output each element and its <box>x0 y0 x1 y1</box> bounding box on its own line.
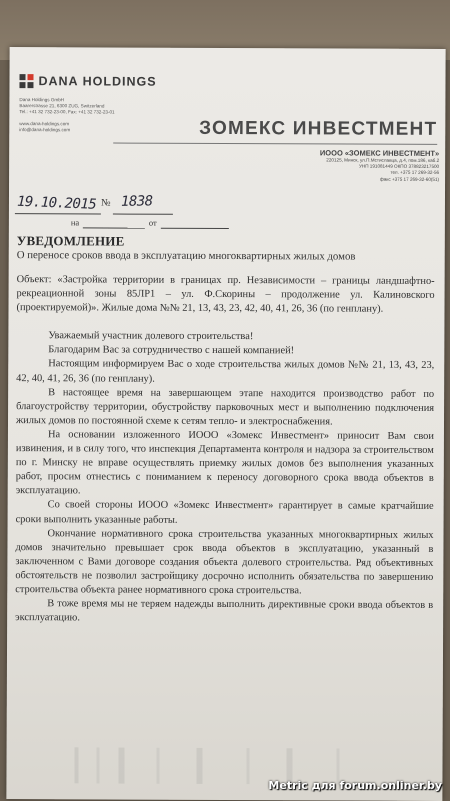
document-subject: О переносе сроков ввода в эксплуатацию многоквартирных жилых домов <box>16 249 356 263</box>
company-legal-name: ИООО «ЗОМЕКС ИНВЕСТМЕНТ» <box>319 148 440 158</box>
dana-address-line: info@dana-holdings.com <box>19 127 71 133</box>
company-address-line: тел. +375 17 269-32-56 <box>390 170 440 176</box>
reference-ot-label: от <box>148 217 157 228</box>
company-address-line: УНП 191081449 ОКПО 378823217500 <box>358 163 440 170</box>
number-label: № <box>100 197 111 209</box>
header-divider <box>113 143 437 145</box>
dana-address-line: www.dana-holdings.com <box>19 121 70 127</box>
zomex-brand-title: ЗОМЕКС ИНВЕСТМЕНТ <box>199 117 438 140</box>
handwritten-date: 19.10.2015 <box>16 193 97 213</box>
dana-address-line: Baarerstrasse 21, 6300 ZUG, Switzerland <box>19 103 105 109</box>
body-paragraph: В настоящее время на завершающем этапе находится производство работ по благоустройству территории, обустройству парковочных мест и выполнению подключения жилых домов по постоянной схеме к сетям тепло- и электроснабжения. <box>15 386 435 428</box>
dana-address-line: Tel.: +41 32 732-23-00, Fax: +41 32 732-23-01 <box>19 109 115 115</box>
reference-na-label: на <box>70 217 80 228</box>
body-paragraph: На основании изложенного ИООО «Зомекс Инвестмент» приносит Вам свои извинения, и в силу того, что инспекция Департамента контроля и надзора за строительством по г. Минску не вправе осуществлять приемку жилых домов без выполнения указанных работ, просим отнестись с пониманием к переносу договорного срока ввода объектов в эксплуатацию. <box>15 429 434 497</box>
registration-block <box>15 193 255 234</box>
body-paragraph: Настоящим информируем Вас о ходе строительства жилых домов №№ 21, 13, 43, 23, 42, 40, 41, 26, 36 (по генплану). <box>16 358 435 385</box>
thanks-line: Благодарим Вас за сотрудничество с нашей компанией! <box>48 344 295 357</box>
greeting: Уважаемый участник долевого строительства! <box>48 330 254 343</box>
dana-logo-icon <box>19 74 33 88</box>
body-paragraph: В тоже время мы не теряем надежды выполнить директивные сроки ввода объектов в эксплуатацию. <box>15 598 434 624</box>
handwritten-number: 1838 <box>120 193 153 210</box>
company-details <box>253 148 439 183</box>
object-paragraph: Объект: «Застройка территории в границах пр. Независимости – границы ландшафтно-рекреационной зоны 85ЛР1 – ул. Ф.Скорины – продолжение ул. Калиновского (проектируемой)». Жилые дома №№ 21, 13, 43, 23, 42, 40, 41, 26, 36 (по генплану). <box>16 274 435 315</box>
dana-logo-text: DANA HOLDINGS <box>38 74 157 89</box>
letter-sheet <box>6 47 445 801</box>
company-address-line: факс +375 17 269-32-60(51) <box>379 176 440 182</box>
date-underline <box>15 213 101 214</box>
document-title: УВЕДОМЛЕНИЕ <box>16 233 125 249</box>
letter-body <box>15 273 435 627</box>
photo-watermark: Metric для forum.onliner.by <box>268 779 442 792</box>
body-paragraph: Окончание нормативного срока строительства указанных многоквартирных жилых домов значительно превышает срок ввода объектов в эксплуатацию, указанный в заключенном с Вами договоре создания объекта долевого строительства. Ряд объективных обстоятельств не позволил застройщику досрочно исполнить обязательства по завершению строительства объекта ранее нормативного срока строительства. <box>15 527 434 597</box>
reference-ot-line <box>161 228 229 229</box>
reference-na-line <box>83 227 145 228</box>
company-address-line: 220125, Минск, ул.П.Мстиславца, д.4, пом.186, каб.2 <box>326 157 440 163</box>
number-underline <box>113 214 173 215</box>
dana-holdings-logo <box>19 74 156 89</box>
dana-address-line: Dana Holdings GmbH <box>19 97 65 103</box>
body-paragraph: Со своей стороны ИООО «Зомекс Инвестмент» гарантирует в самые кратчайшие сроки выполнить указанные работы. <box>15 499 434 526</box>
